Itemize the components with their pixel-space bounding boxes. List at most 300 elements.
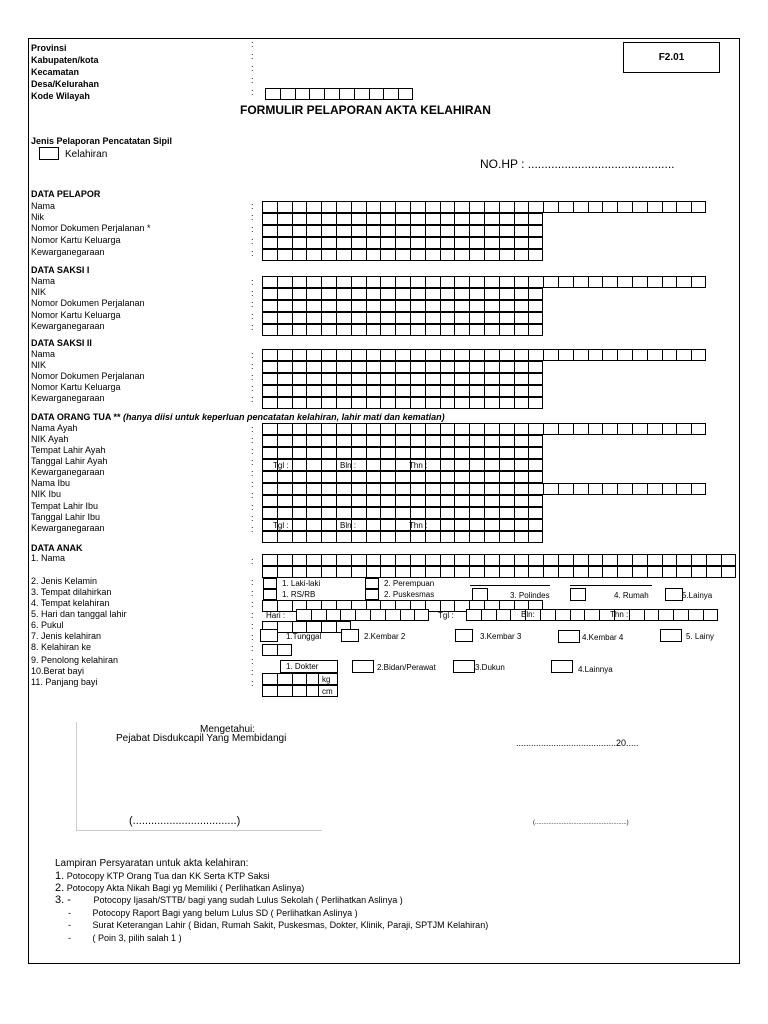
char-box[interactable]	[617, 483, 632, 495]
char-box[interactable]	[602, 483, 617, 495]
char-box[interactable]	[647, 566, 662, 578]
char-box[interactable]	[311, 609, 326, 621]
ortu-nama-ayah-grid[interactable]	[262, 423, 706, 435]
ortu-tanggal-ibu-grid[interactable]	[262, 519, 543, 531]
char-box[interactable]	[676, 201, 691, 213]
char-box[interactable]	[499, 349, 514, 361]
char-box[interactable]	[602, 349, 617, 361]
char-box[interactable]	[336, 276, 351, 288]
char-box[interactable]	[454, 385, 469, 397]
char-box[interactable]	[292, 225, 307, 237]
char-box[interactable]	[528, 225, 543, 237]
char-box[interactable]	[617, 554, 632, 566]
char-box[interactable]	[617, 201, 632, 213]
char-box[interactable]	[410, 435, 425, 447]
char-box[interactable]	[292, 361, 307, 373]
char-box[interactable]	[632, 554, 647, 566]
char-box[interactable]	[410, 213, 425, 225]
char-box[interactable]	[277, 361, 292, 373]
char-box[interactable]	[321, 385, 336, 397]
char-box[interactable]	[295, 88, 310, 100]
char-box[interactable]	[602, 201, 617, 213]
char-box[interactable]	[336, 435, 351, 447]
char-box[interactable]	[306, 459, 321, 471]
char-box[interactable]	[351, 361, 366, 373]
char-box[interactable]	[469, 213, 484, 225]
char-box[interactable]	[296, 609, 311, 621]
char-box[interactable]	[351, 385, 366, 397]
char-box[interactable]	[528, 276, 543, 288]
char-box[interactable]	[425, 435, 440, 447]
char-box[interactable]	[440, 349, 455, 361]
char-box[interactable]	[410, 447, 425, 459]
char-box[interactable]	[366, 447, 381, 459]
ortu-kewarganegaraan-ibu-grid[interactable]	[262, 531, 543, 543]
char-box[interactable]	[321, 621, 336, 633]
char-box[interactable]	[277, 685, 292, 697]
char-box[interactable]	[321, 373, 336, 385]
char-box[interactable]	[366, 373, 381, 385]
char-box[interactable]	[543, 554, 558, 566]
char-box[interactable]	[440, 554, 455, 566]
char-box[interactable]	[454, 237, 469, 249]
char-box[interactable]	[306, 447, 321, 459]
char-box[interactable]	[466, 609, 481, 621]
char-box[interactable]	[410, 361, 425, 373]
char-box[interactable]	[499, 312, 514, 324]
ortu-nik-ibu-grid[interactable]	[262, 495, 543, 507]
char-box[interactable]	[425, 225, 440, 237]
char-box[interactable]	[484, 495, 499, 507]
char-box[interactable]	[440, 288, 455, 300]
char-box[interactable]	[484, 447, 499, 459]
char-box[interactable]	[721, 566, 736, 578]
char-box[interactable]	[528, 459, 543, 471]
char-box[interactable]	[262, 288, 277, 300]
char-box[interactable]	[632, 423, 647, 435]
char-box[interactable]	[469, 397, 484, 409]
char-box[interactable]	[514, 237, 529, 249]
char-box[interactable]	[306, 288, 321, 300]
char-box[interactable]	[425, 237, 440, 249]
char-box[interactable]	[277, 554, 292, 566]
char-box[interactable]	[410, 249, 425, 261]
char-box[interactable]	[277, 201, 292, 213]
ortu-nik-ayah-grid[interactable]	[262, 435, 543, 447]
char-box[interactable]	[440, 495, 455, 507]
char-box[interactable]	[292, 471, 307, 483]
char-box[interactable]	[454, 312, 469, 324]
char-box[interactable]	[528, 566, 543, 578]
char-box[interactable]	[499, 213, 514, 225]
char-box[interactable]	[454, 349, 469, 361]
char-box[interactable]	[354, 88, 369, 100]
char-box[interactable]	[380, 361, 395, 373]
char-box[interactable]	[691, 566, 706, 578]
char-box[interactable]	[351, 225, 366, 237]
char-box[interactable]	[558, 349, 573, 361]
char-box[interactable]	[514, 385, 529, 397]
char-box[interactable]	[262, 201, 277, 213]
char-box[interactable]	[528, 300, 543, 312]
char-box[interactable]	[543, 423, 558, 435]
char-box[interactable]	[306, 324, 321, 336]
char-box[interactable]	[366, 459, 381, 471]
char-box[interactable]	[380, 385, 395, 397]
char-box[interactable]	[262, 385, 277, 397]
char-box[interactable]	[321, 566, 336, 578]
char-box[interactable]	[499, 471, 514, 483]
char-box[interactable]	[662, 349, 677, 361]
char-box[interactable]	[454, 249, 469, 261]
char-box[interactable]	[425, 300, 440, 312]
char-box[interactable]	[306, 300, 321, 312]
char-box[interactable]	[629, 609, 644, 621]
char-box[interactable]	[292, 519, 307, 531]
char-box[interactable]	[499, 566, 514, 578]
char-box[interactable]	[262, 471, 277, 483]
char-box[interactable]	[292, 459, 307, 471]
char-box[interactable]	[366, 361, 381, 373]
char-box[interactable]	[321, 423, 336, 435]
char-box[interactable]	[351, 312, 366, 324]
char-box[interactable]	[410, 201, 425, 213]
tempat-rumah-checkbox[interactable]	[570, 588, 586, 601]
char-box[interactable]	[454, 324, 469, 336]
jk-perempuan-checkbox[interactable]	[365, 578, 379, 589]
char-box[interactable]	[351, 397, 366, 409]
char-box[interactable]	[292, 495, 307, 507]
char-box[interactable]	[425, 554, 440, 566]
char-box[interactable]	[410, 288, 425, 300]
saksi2-nik-grid[interactable]	[262, 361, 543, 373]
char-box[interactable]	[632, 276, 647, 288]
char-box[interactable]	[425, 276, 440, 288]
char-box[interactable]	[351, 276, 366, 288]
char-box[interactable]	[380, 349, 395, 361]
char-box[interactable]	[395, 349, 410, 361]
char-box[interactable]	[380, 201, 395, 213]
char-box[interactable]	[292, 685, 307, 697]
char-box[interactable]	[380, 237, 395, 249]
char-box[interactable]	[321, 507, 336, 519]
char-box[interactable]	[351, 483, 366, 495]
anak-panjang-grid[interactable]	[262, 685, 321, 697]
char-box[interactable]	[647, 276, 662, 288]
char-box[interactable]	[647, 423, 662, 435]
char-box[interactable]	[484, 276, 499, 288]
char-box[interactable]	[499, 237, 514, 249]
tempat-lainya-checkbox[interactable]	[665, 588, 683, 601]
char-box[interactable]	[380, 276, 395, 288]
char-box[interactable]	[395, 471, 410, 483]
char-box[interactable]	[262, 361, 277, 373]
char-box[interactable]	[395, 566, 410, 578]
char-box[interactable]	[277, 213, 292, 225]
char-box[interactable]	[588, 554, 603, 566]
char-box[interactable]	[395, 519, 410, 531]
char-box[interactable]	[336, 349, 351, 361]
char-box[interactable]	[454, 435, 469, 447]
char-box[interactable]	[528, 507, 543, 519]
char-box[interactable]	[528, 201, 543, 213]
char-box[interactable]	[277, 566, 292, 578]
char-box[interactable]	[321, 447, 336, 459]
char-box[interactable]	[440, 447, 455, 459]
char-box[interactable]	[380, 397, 395, 409]
char-box[interactable]	[662, 423, 677, 435]
pelapor-nama-grid[interactable]	[262, 201, 706, 213]
char-box[interactable]	[662, 554, 677, 566]
char-box[interactable]	[306, 385, 321, 397]
char-box[interactable]	[676, 566, 691, 578]
char-box[interactable]	[306, 507, 321, 519]
char-box[interactable]	[351, 495, 366, 507]
char-box[interactable]	[410, 324, 425, 336]
char-box[interactable]	[499, 531, 514, 543]
char-box[interactable]	[395, 385, 410, 397]
char-box[interactable]	[321, 213, 336, 225]
char-box[interactable]	[573, 349, 588, 361]
char-box[interactable]	[514, 531, 529, 543]
char-box[interactable]	[484, 349, 499, 361]
char-box[interactable]	[703, 609, 718, 621]
char-box[interactable]	[410, 225, 425, 237]
char-box[interactable]	[617, 423, 632, 435]
char-box[interactable]	[440, 312, 455, 324]
char-box[interactable]	[469, 519, 484, 531]
char-box[interactable]	[499, 300, 514, 312]
char-box[interactable]	[499, 276, 514, 288]
char-box[interactable]	[410, 276, 425, 288]
saksi2-kewarganegaraan-grid[interactable]	[262, 397, 543, 409]
char-box[interactable]	[528, 531, 543, 543]
char-box[interactable]	[706, 554, 721, 566]
penolong-dukun-checkbox[interactable]	[453, 660, 475, 673]
char-box[interactable]	[558, 483, 573, 495]
char-box[interactable]	[336, 201, 351, 213]
char-box[interactable]	[351, 213, 366, 225]
char-box[interactable]	[499, 201, 514, 213]
char-box[interactable]	[336, 312, 351, 324]
char-box[interactable]	[558, 554, 573, 566]
char-box[interactable]	[366, 288, 381, 300]
char-box[interactable]	[676, 349, 691, 361]
char-box[interactable]	[383, 88, 398, 100]
char-box[interactable]	[306, 397, 321, 409]
char-box[interactable]	[499, 324, 514, 336]
char-box[interactable]	[306, 471, 321, 483]
char-box[interactable]	[380, 225, 395, 237]
char-box[interactable]	[617, 276, 632, 288]
char-box[interactable]	[469, 288, 484, 300]
char-box[interactable]	[499, 519, 514, 531]
char-box[interactable]	[454, 507, 469, 519]
char-box[interactable]	[440, 566, 455, 578]
char-box[interactable]	[366, 423, 381, 435]
char-box[interactable]	[262, 249, 277, 261]
char-box[interactable]	[440, 300, 455, 312]
char-box[interactable]	[366, 495, 381, 507]
char-box[interactable]	[414, 609, 429, 621]
saksi1-kewarganegaraan-grid[interactable]	[262, 324, 543, 336]
char-box[interactable]	[440, 531, 455, 543]
char-box[interactable]	[292, 213, 307, 225]
char-box[interactable]	[469, 554, 484, 566]
char-box[interactable]	[351, 435, 366, 447]
char-box[interactable]	[425, 531, 440, 543]
char-box[interactable]	[380, 519, 395, 531]
char-box[interactable]	[558, 423, 573, 435]
char-box[interactable]	[306, 373, 321, 385]
char-box[interactable]	[336, 373, 351, 385]
char-box[interactable]	[454, 447, 469, 459]
char-box[interactable]	[440, 201, 455, 213]
char-box[interactable]	[277, 397, 292, 409]
char-box[interactable]	[588, 566, 603, 578]
char-box[interactable]	[647, 349, 662, 361]
char-box[interactable]	[321, 276, 336, 288]
char-box[interactable]	[277, 385, 292, 397]
char-box[interactable]	[425, 507, 440, 519]
char-box[interactable]	[351, 300, 366, 312]
char-box[interactable]	[366, 324, 381, 336]
char-box[interactable]	[292, 324, 307, 336]
char-box[interactable]	[469, 435, 484, 447]
char-box[interactable]	[262, 435, 277, 447]
char-box[interactable]	[262, 673, 277, 685]
char-box[interactable]	[395, 312, 410, 324]
char-box[interactable]	[336, 531, 351, 543]
char-box[interactable]	[425, 361, 440, 373]
char-box[interactable]	[499, 459, 514, 471]
char-box[interactable]	[528, 397, 543, 409]
char-box[interactable]	[469, 249, 484, 261]
char-box[interactable]	[380, 288, 395, 300]
char-box[interactable]	[425, 447, 440, 459]
char-box[interactable]	[528, 349, 543, 361]
char-box[interactable]	[292, 423, 307, 435]
char-box[interactable]	[673, 609, 688, 621]
char-box[interactable]	[277, 237, 292, 249]
saksi1-kk-grid[interactable]	[262, 312, 543, 324]
char-box[interactable]	[632, 566, 647, 578]
char-box[interactable]	[366, 349, 381, 361]
tempat-rs-checkbox[interactable]	[263, 589, 277, 600]
char-box[interactable]	[454, 566, 469, 578]
char-box[interactable]	[584, 609, 599, 621]
char-box[interactable]	[425, 423, 440, 435]
char-box[interactable]	[321, 201, 336, 213]
char-box[interactable]	[469, 471, 484, 483]
char-box[interactable]	[277, 300, 292, 312]
char-box[interactable]	[662, 201, 677, 213]
char-box[interactable]	[366, 483, 381, 495]
char-box[interactable]	[277, 495, 292, 507]
char-box[interactable]	[484, 213, 499, 225]
char-box[interactable]	[292, 349, 307, 361]
char-box[interactable]	[380, 554, 395, 566]
char-box[interactable]	[262, 483, 277, 495]
char-box[interactable]	[469, 373, 484, 385]
char-box[interactable]	[306, 495, 321, 507]
char-box[interactable]	[528, 447, 543, 459]
char-box[interactable]	[484, 554, 499, 566]
char-box[interactable]	[336, 237, 351, 249]
char-box[interactable]	[366, 385, 381, 397]
char-box[interactable]	[395, 435, 410, 447]
char-box[interactable]	[499, 554, 514, 566]
char-box[interactable]	[658, 609, 673, 621]
jenis-kembar2-checkbox[interactable]	[341, 629, 359, 642]
char-box[interactable]	[454, 276, 469, 288]
char-box[interactable]	[395, 225, 410, 237]
char-box[interactable]	[691, 201, 706, 213]
char-box[interactable]	[484, 471, 499, 483]
char-box[interactable]	[277, 324, 292, 336]
char-box[interactable]	[425, 385, 440, 397]
char-box[interactable]	[454, 397, 469, 409]
ortu-kewarganegaraan-ayah-grid[interactable]	[262, 471, 543, 483]
char-box[interactable]	[469, 312, 484, 324]
char-box[interactable]	[425, 312, 440, 324]
ortu-tempat-ibu-grid[interactable]	[262, 507, 543, 519]
char-box[interactable]	[410, 349, 425, 361]
char-box[interactable]	[440, 237, 455, 249]
char-box[interactable]	[262, 507, 277, 519]
char-box[interactable]	[395, 213, 410, 225]
char-box[interactable]	[380, 566, 395, 578]
char-box[interactable]	[425, 373, 440, 385]
char-box[interactable]	[380, 423, 395, 435]
char-box[interactable]	[277, 447, 292, 459]
char-box[interactable]	[262, 554, 277, 566]
char-box[interactable]	[528, 324, 543, 336]
char-box[interactable]	[528, 435, 543, 447]
char-box[interactable]	[277, 288, 292, 300]
char-box[interactable]	[691, 483, 706, 495]
char-box[interactable]	[484, 249, 499, 261]
char-box[interactable]	[499, 361, 514, 373]
char-box[interactable]	[469, 324, 484, 336]
char-box[interactable]	[292, 385, 307, 397]
char-box[interactable]	[514, 312, 529, 324]
char-box[interactable]	[514, 423, 529, 435]
char-box[interactable]	[262, 397, 277, 409]
char-box[interactable]	[440, 423, 455, 435]
char-box[interactable]	[440, 373, 455, 385]
char-box[interactable]	[262, 423, 277, 435]
char-box[interactable]	[336, 566, 351, 578]
char-box[interactable]	[484, 566, 499, 578]
char-box[interactable]	[351, 554, 366, 566]
penolong-lainnya-checkbox[interactable]	[551, 660, 573, 673]
char-box[interactable]	[262, 685, 277, 697]
char-box[interactable]	[543, 276, 558, 288]
char-box[interactable]	[336, 447, 351, 459]
char-box[interactable]	[481, 609, 496, 621]
char-box[interactable]	[469, 495, 484, 507]
char-box[interactable]	[454, 471, 469, 483]
pelapor-dokumen-grid[interactable]	[262, 225, 543, 237]
anak-berat-grid[interactable]	[262, 673, 321, 685]
char-box[interactable]	[292, 373, 307, 385]
char-box[interactable]	[588, 201, 603, 213]
char-box[interactable]	[588, 483, 603, 495]
char-box[interactable]	[425, 201, 440, 213]
saksi2-kk-grid[interactable]	[262, 385, 543, 397]
char-box[interactable]	[366, 397, 381, 409]
